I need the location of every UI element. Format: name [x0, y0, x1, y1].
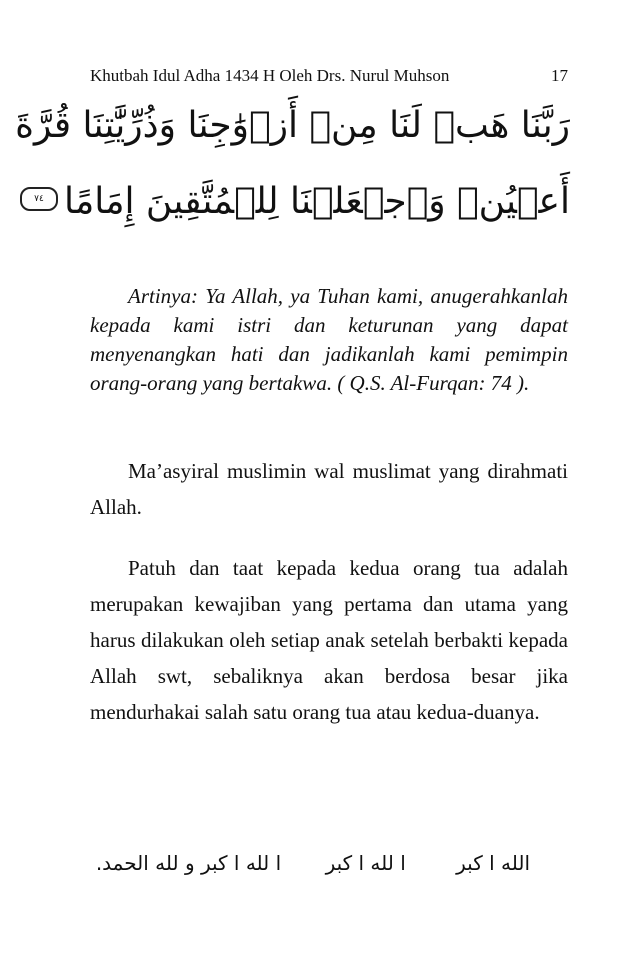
paragraph-greeting: Ma’asyiral muslimin wal muslimat yang dirahmati Allah.	[90, 459, 568, 519]
running-header	[90, 66, 568, 90]
quran-verse-line-2	[34, 176, 570, 228]
header-title: Khutbah Idul Adha 1434 H Oleh Drs. Nurul Muhson	[90, 66, 450, 85]
page-number: 17	[551, 66, 568, 85]
ayah-number-icon	[20, 187, 58, 211]
quran-verse-line-1: رَبَّنَا هَبۡ لَنَا مِنۡ أَزۡوَٰجِنَا وَذُرِّيَّٰتِنَا قُرَّةَ	[15, 105, 570, 146]
takbir-part-2: ا لله ا كبر	[325, 851, 406, 875]
quran-verse-line-2-text: أَعۡيُنٖ وَٱجۡعَلۡنَا لِلۡمُتَّقِينَ إِمَامًا	[63, 181, 570, 222]
ayah-number: ٧٤	[34, 194, 44, 204]
takbir-part-1: الله ا كبر	[456, 851, 530, 875]
takbir-line	[95, 848, 530, 878]
paragraph-obedience: Patuh dan taat kepada kedua orang tua adalah merupakan kewajiban yang pertama dan utama yang harus dilakukan oleh setiap anak setelah berbakti kepada Allah swt, sebaliknya akan berdosa besar jika mendurhakai salah satu orang tua atau kedua-duanya.	[90, 556, 568, 724]
takbir-part-3: ا لله ا كبر و لله الحمد.	[95, 851, 282, 875]
verse-translation: Artinya: Ya Allah, ya Tuhan kami, anugerahkanlah kepada kami istri dan keturunan yang dapat menyenangkan hati dan jadikanlah kami pemimpin orang-orang yang bertakwa. ( Q.S. Al-Furqan: 74 ).	[90, 284, 568, 395]
